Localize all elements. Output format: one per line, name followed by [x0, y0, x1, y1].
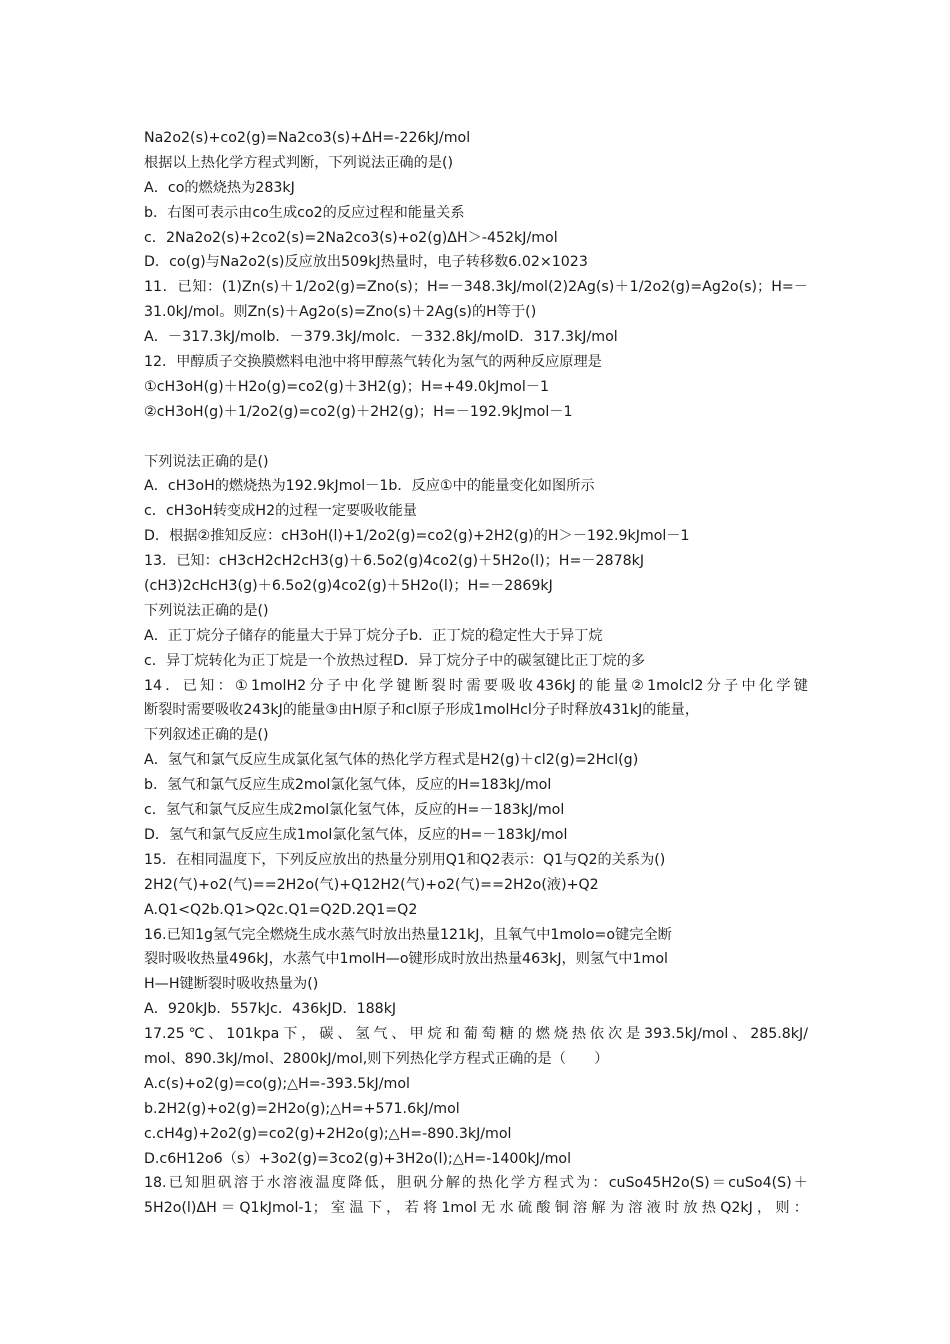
- text-line: A．920kJb．557kJc．436kJD．188kJ: [144, 1001, 397, 1018]
- text-line: mol、890.3kJ/mol、2800kJ/mol,则下列热化学方程式正确的是（ ）: [144, 1050, 609, 1067]
- text-line: D．根据②推知反应：cH3oH(l)+1/2o2(g)=co2(g)+2H2(g)的H＞－192.9kJmol－1: [144, 528, 690, 545]
- text-line: 18.已知胆矾溶于水溶液温度降低，胆矾分解的热化学方程式为：cuSo45H2o(S)＝cuSo4(S)＋: [144, 1175, 808, 1192]
- text-line: 31.0kJ/mol。则Zn(s)＋Ag2o(s)=Zno(s)＋2Ag(s)的H等于(): [144, 304, 537, 321]
- text-line: A．cH3oH的燃烧热为192.9kJmol－1b．反应①中的能量变化如图所示: [144, 478, 595, 495]
- text-line: 裂时吸收热量496kJ，水蒸气中1molH—o键形成时放出热量463kJ，则氢气中1mol: [144, 951, 668, 968]
- text-line: 下列说法正确的是(): [144, 602, 269, 619]
- text-line: 15．在相同温度下，下列反应放出的热量分别用Q1和Q2表示：Q1与Q2的关系为(): [144, 851, 666, 868]
- text-line: A.c(s)+o2(g)=co(g);△H=-393.5kJ/mol: [144, 1075, 410, 1092]
- text-line: D．co(g)与Na2o2(s)反应放出509kJ热量时，电子转移数6.02×1023: [144, 254, 588, 271]
- text-line: A．co的燃烧热为283kJ: [144, 179, 295, 196]
- blank-line: [144, 425, 808, 450]
- text-line: 16.已知1g氢气完全燃烧生成水蒸气时放出热量121kJ，且氧气中1molo=o键完全断: [144, 926, 672, 943]
- text-line: c．cH3oH转变成H2的过程一定要吸收能量: [144, 503, 417, 520]
- text-line: 断裂时需要吸收243kJ的能量③由H原子和cl原子形成1molHcl分子时释放431kJ的能量，: [144, 702, 700, 719]
- text-line: c．氢气和氯气反应生成2mol氯化氢气体，反应的H=－183kJ/mol: [144, 802, 565, 819]
- text-line: Na2o2(s)+co2(g)=Na2co3(s)+ΔH=-226kJ/mol: [144, 130, 471, 146]
- document-body: [144, 126, 808, 1221]
- text-line: 5H2o(l)ΔH＝Q1kJmol-1；室温下，若将1mol无水硫酸铜溶解为溶液时放热Q2kJ，则：: [144, 1200, 808, 1217]
- text-line: A．－317.3kJ/molb．－379.3kJ/molc．－332.8kJ/molD．317.3kJ/mol: [144, 329, 618, 346]
- text-line: b.2H2(g)+o2(g)=2H2o(g);△H=+571.6kJ/mol: [144, 1100, 460, 1117]
- text-line: D．氢气和氯气反应生成1mol氯化氢气体，反应的H=－183kJ/mol: [144, 826, 568, 843]
- text-line: ②cH3oH(g)＋1/2o2(g)=co2(g)＋2H2(g)；H=－192.9kJmol－1: [144, 403, 573, 420]
- text-line: b．氢气和氯气反应生成2mol氯化氢气体，反应的H=183kJ/mol: [144, 777, 552, 794]
- text-line: 14．已知：①1molH2分子中化学键断裂时需要吸收436kJ的能量②1molcl2分子中化学键: [144, 677, 808, 694]
- text-line: 17.25℃、101kpa下，碳、氢气、甲烷和葡萄糖的燃烧热依次是393.5kJ/mol、285.8kJ/: [144, 1026, 808, 1043]
- text-line: c．2Na2o2(s)+2co2(s)=2Na2co3(s)+o2(g)ΔH＞-452kJ/mol: [144, 229, 558, 246]
- text-line: A．氢气和氯气反应生成氯化氢气体的热化学方程式是H2(g)＋cl2(g)=2Hcl(g): [144, 752, 639, 769]
- text-line: D.c6H12o6（s）+3o2(g)=3co2(g)+3H2o(l);△H=-1400kJ/mol: [144, 1150, 572, 1167]
- text-line: 11．已知：(1)Zn(s)＋1/2o2(g)=Zno(s)；H=－348.3kJ/mol(2)2Ag(s)＋1/2o2(g)=Ag2o(s)；H=－: [144, 279, 808, 296]
- text-line: 根据以上热化学方程式判断，下列说法正确的是(): [144, 154, 454, 171]
- text-line: c．异丁烷转化为正丁烷是一个放热过程D．异丁烷分子中的碳氢键比正丁烷的多: [144, 652, 646, 669]
- text-line: (cH3)2cHcH3(g)＋6.5o2(g)4co2(g)＋5H2o(l)；H=－2869kJ: [144, 578, 553, 595]
- text-line: c.cH4g)+2o2(g)=co2(g)+2H2o(g);△H=-890.3kJ/mol: [144, 1125, 512, 1142]
- text-line: 下列说法正确的是(): [144, 453, 269, 470]
- text-line: 下列叙述正确的是(): [144, 727, 269, 744]
- text-line: b．右图可表示由co生成co2的反应过程和能量关系: [144, 204, 465, 221]
- text-line: ①cH3oH(g)＋H2o(g)=co2(g)＋3H2(g)；H=+49.0kJmol－1: [144, 378, 550, 395]
- text-line: 13．已知：cH3cH2cH2cH3(g)＋6.5o2(g)4co2(g)＋5H2o(l)；H=－2878kJ: [144, 553, 645, 570]
- text-line: 12．甲醇质子交换膜燃料电池中将甲醇蒸气转化为氢气的两种反应原理是: [144, 354, 602, 371]
- text-line: H—H键断裂时吸收热量为(): [144, 976, 319, 993]
- text-line: 2H2(气)+o2(气)==2H2o(气)+Q12H2(气)+o2(气)==2H2o(液)+Q2: [144, 876, 599, 893]
- text-line: A.Q1<Q2b.Q1>Q2c.Q1=Q2D.2Q1=Q2: [144, 901, 418, 918]
- text-line: A．正丁烷分子储存的能量大于异丁烷分子b．正丁烷的稳定性大于异丁烷: [144, 627, 603, 644]
